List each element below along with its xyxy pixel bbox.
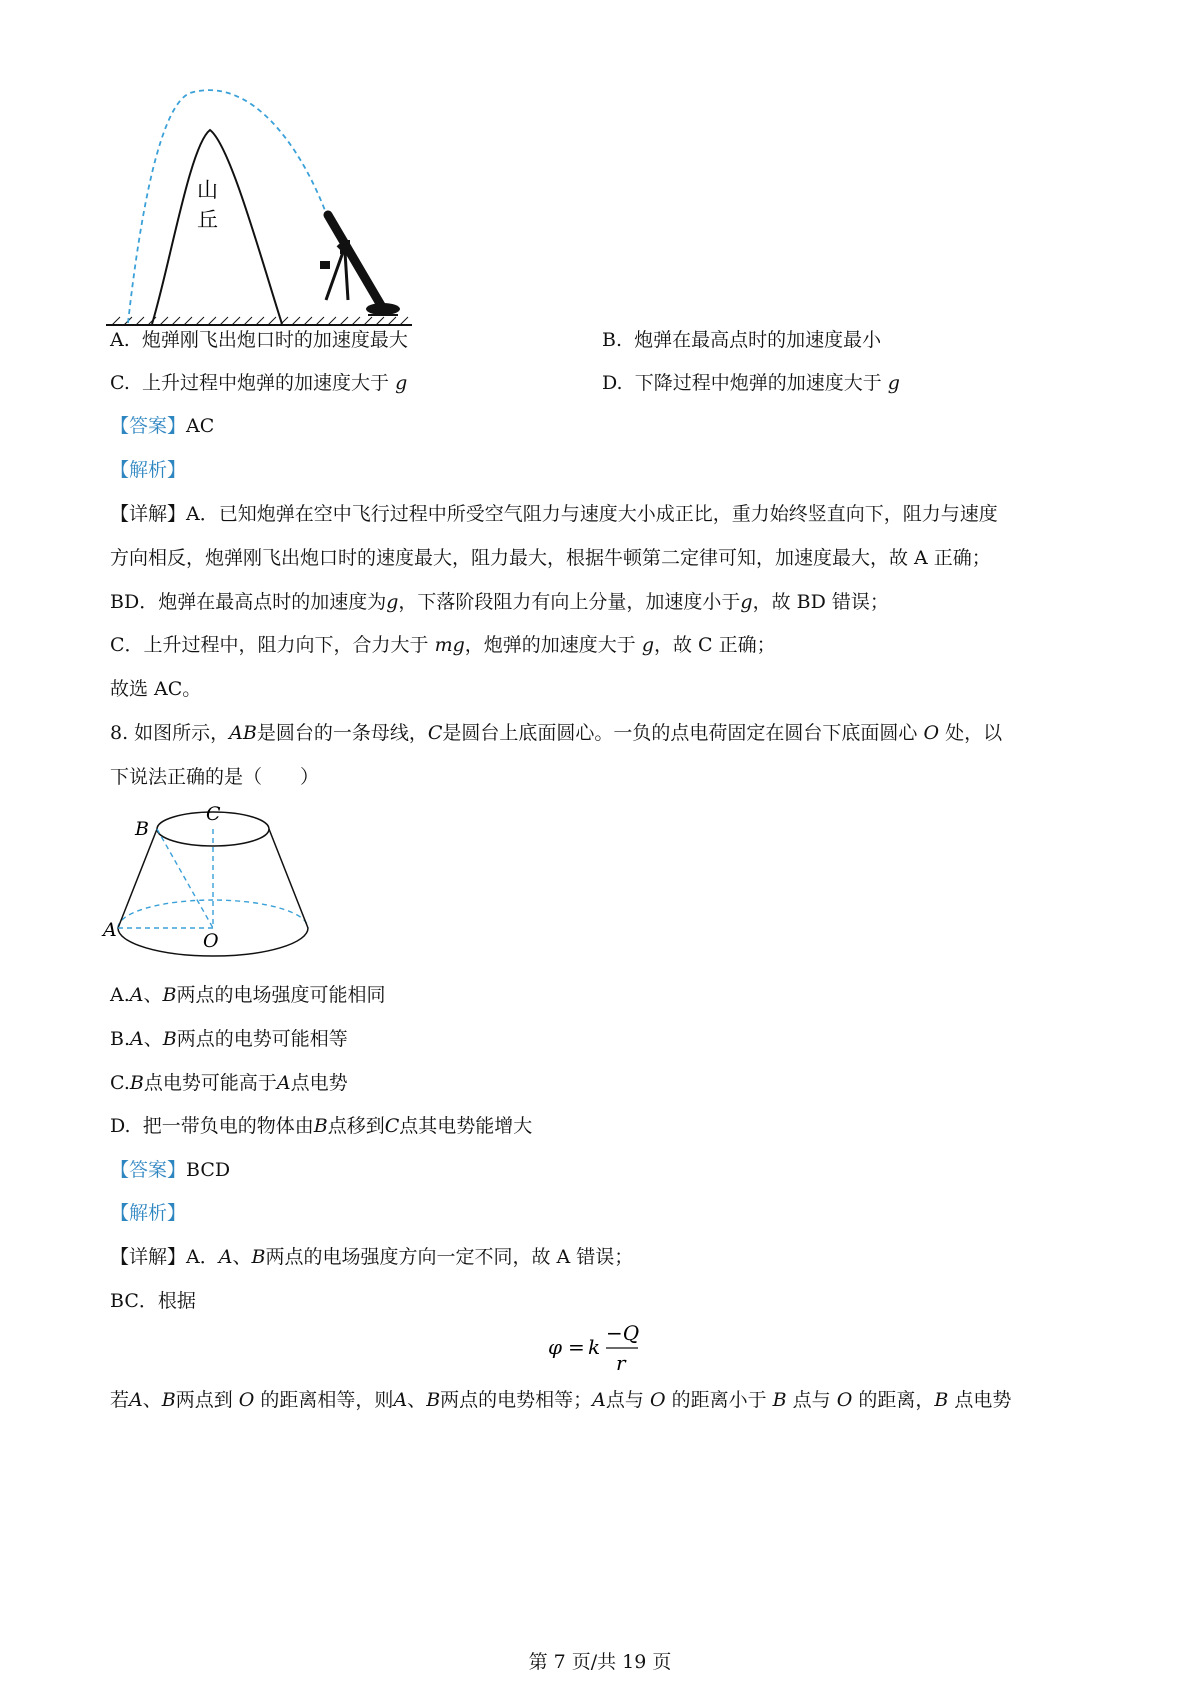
page-footer: 第 7 页/共 19 页 — [528, 1651, 672, 1673]
q8-detail-line-3: 若A、B两点到 O 的距离相等，则A、B两点的电势相等；A点与 O 的距离小于 B 点与 O 的距离，B 点电势 — [110, 1389, 1012, 1411]
svg-text:−Q: −Q — [606, 1321, 640, 1345]
q7-detail-line-2: 方向相反，炮弹刚飞出炮口时的速度最大，阻力最大，根据牛顿第二定律可知，加速度最大，故 A 正确； — [110, 547, 991, 569]
q8-stem-line-2: 下说法正确的是（ ） — [110, 766, 320, 788]
formula-potential — [548, 1318, 658, 1378]
q7-option-b[interactable]: B. 炮弹在最高点时的加速度最小 — [602, 329, 882, 351]
q8-detail-line-1: 【详解】A．A、B两点的电场强度方向一定不同，故 A 错误； — [110, 1246, 634, 1268]
q7-detail-line-5: 故选 AC。 — [110, 678, 202, 700]
q7-option-c[interactable]: C. 上升过程中炮弹的加速度大于 g — [110, 372, 408, 394]
svg-text:k: k — [588, 1335, 601, 1359]
label-B: B — [135, 818, 149, 840]
hill-label-1: 山 — [197, 178, 218, 202]
mortar-icon — [320, 215, 400, 315]
q7-detail-line-3: BD．炮弹在最高点时的加速度为g，下落阶段阻力有向上分量，加速度小于g，故 BD 错误； — [110, 591, 889, 613]
figure-hill-mortar — [100, 85, 430, 340]
label-O: O — [203, 930, 219, 952]
q8-answer: 【答案】BCD — [110, 1159, 231, 1181]
q7-detail-line-4: C．上升过程中，阻力向下，合力大于 mg，炮弹的加速度大于 g，故 C 正确； — [110, 634, 776, 656]
q7-option-d[interactable]: D. 下降过程中炮弹的加速度大于 g — [602, 372, 900, 394]
q8-option-a[interactable]: A.A、B两点的电场强度可能相同 — [110, 984, 386, 1006]
q8-detail-line-2: BC．根据 — [110, 1290, 196, 1312]
svg-text:φ: φ — [548, 1335, 563, 1359]
trajectory-path — [128, 90, 326, 323]
q7-detail-line-1: 【详解】A．已知炮弹在空中飞行过程中所受空气阻力与速度大小成正比，重力始终竖直向下，阻力与速度 — [110, 503, 998, 525]
q7-option-a[interactable]: A. 炮弹刚飞出炮口时的加速度最大 — [110, 329, 408, 351]
hill-label-2: 丘 — [197, 208, 218, 232]
ground-hatching — [112, 317, 408, 325]
q8-option-b[interactable]: B.A、B两点的电势可能相等 — [110, 1028, 348, 1050]
svg-text:=: = — [568, 1335, 585, 1359]
label-C: C — [206, 803, 221, 825]
svg-text:r: r — [616, 1351, 626, 1375]
q7-answer: 【答案】AC — [110, 415, 215, 437]
q8-analysis-tag: 【解析】 — [110, 1202, 187, 1224]
q7-analysis-tag: 【解析】 — [110, 459, 187, 481]
q8-option-d[interactable]: D. 把一带负电的物体由B点移到C点其电势能增大 — [110, 1115, 533, 1137]
q8-stem-line-1: 8. 如图所示，AB是圆台的一条母线，C是圆台上底面圆心。一负的点电荷固定在圆台下底面圆心 O 处，以 — [110, 722, 1003, 744]
right-generatrix — [269, 829, 308, 928]
q8-option-c[interactable]: C.B点电势可能高于A点电势 — [110, 1072, 348, 1094]
figure-frustum — [100, 800, 340, 970]
label-A: A — [103, 919, 117, 941]
generatrix-AB — [118, 829, 157, 928]
